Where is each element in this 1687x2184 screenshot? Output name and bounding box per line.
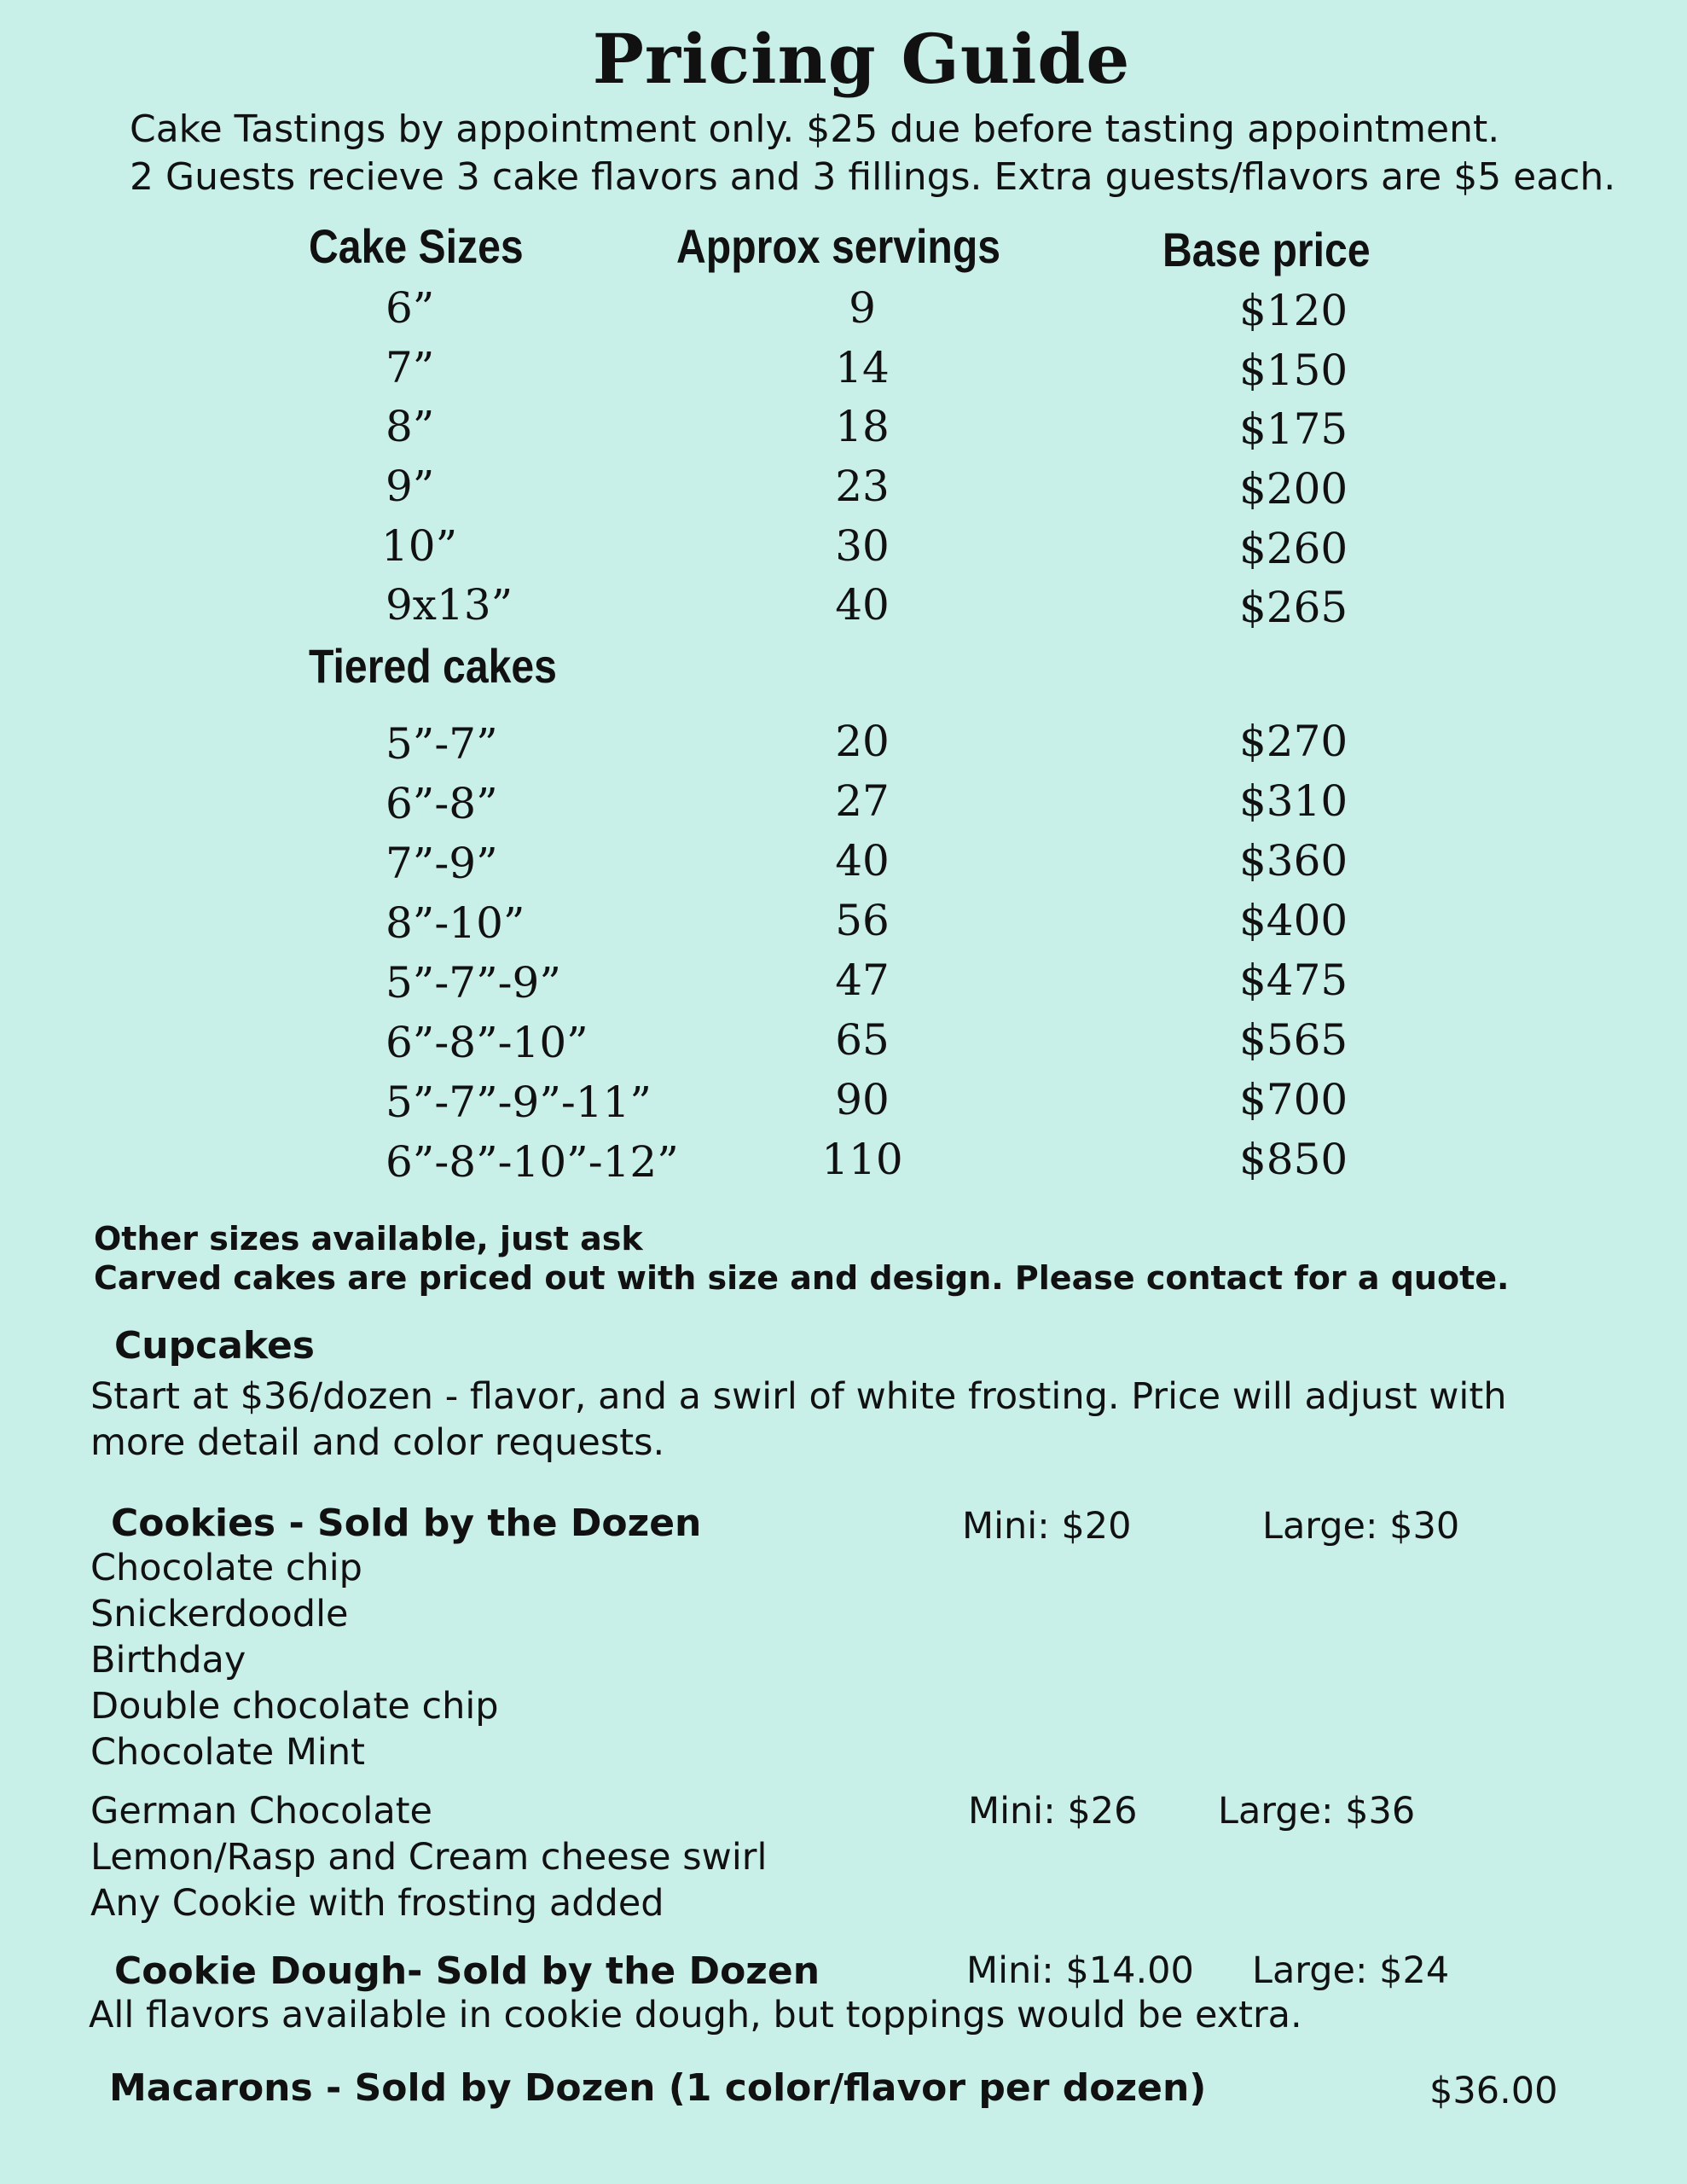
- tiered-row-price: $310: [1239, 776, 1348, 826]
- dough-large-price: Large: $24: [1252, 1949, 1450, 1992]
- note-other-sizes: Other sizes available, just ask: [94, 1220, 643, 1258]
- tiered-row-price: $360: [1239, 836, 1348, 886]
- tiered-row-price: $475: [1239, 956, 1348, 1005]
- row-price: $120: [1239, 286, 1348, 335]
- row-price: $260: [1239, 524, 1348, 573]
- row-size: 9x13”: [386, 580, 513, 630]
- row-price: $150: [1239, 346, 1348, 395]
- tiered-row-size: 5”-7”: [386, 719, 498, 769]
- tiered-row-size: 7”-9”: [386, 839, 498, 888]
- row-price: $265: [1239, 583, 1348, 632]
- row-price: $200: [1239, 464, 1348, 514]
- cupcakes-line-1: Start at $36/dozen - flavor, and a swirl of white frosting. Price will adjust with: [90, 1375, 1507, 1418]
- cookie-premium-item: Lemon/Rasp and Cream cheese swirl: [90, 1836, 768, 1879]
- cookies-mini-price: Mini: $20: [962, 1505, 1132, 1548]
- cookie-item: Double chocolate chip: [90, 1685, 499, 1728]
- header-tiered-cakes: Tiered cakes: [309, 639, 557, 693]
- cookie-premium-item: German Chocolate: [90, 1790, 433, 1833]
- macarons-heading: Macarons - Sold by Dozen (1 color/flavor per dozen): [109, 2066, 1207, 2110]
- tiered-row-size: 5”-7”-9”: [386, 958, 561, 1008]
- tiered-row-price: $700: [1239, 1075, 1348, 1124]
- tiered-row-size: 8”-10”: [386, 898, 525, 948]
- note-carved-cakes: Carved cakes are priced out with size and design. Please contact for a quote.: [94, 1259, 1510, 1297]
- page-title: Pricing Guide: [592, 19, 1131, 99]
- row-size: 8”: [386, 402, 435, 451]
- cupcakes-heading: Cupcakes: [114, 1324, 315, 1368]
- tiered-row-price: $270: [1239, 717, 1348, 766]
- tiered-row-price: $565: [1239, 1015, 1348, 1065]
- dough-heading: Cookie Dough- Sold by the Dozen: [114, 1949, 820, 1993]
- cookie-premium-item: Any Cookie with frosting added: [90, 1882, 664, 1925]
- cupcakes-line-2: more detail and color requests.: [90, 1421, 665, 1464]
- header-cake-sizes: Cake Sizes: [309, 219, 524, 273]
- tiered-row-price: $850: [1239, 1135, 1348, 1184]
- row-size: 10”: [381, 521, 458, 571]
- header-base-price: Base price: [1162, 223, 1371, 276]
- row-size: 9”: [386, 462, 435, 511]
- row-size: 6”: [386, 283, 435, 333]
- cookies-premium-mini-price: Mini: $26: [968, 1790, 1138, 1833]
- cookies-premium-large-price: Large: $36: [1218, 1790, 1416, 1833]
- cookie-item: Snickerdoodle: [90, 1593, 349, 1635]
- cookie-item: Chocolate Mint: [90, 1731, 365, 1774]
- tiered-row-size: 6”-8”: [386, 779, 498, 828]
- tiered-row-price: $400: [1239, 896, 1348, 945]
- tiered-row-size: 6”-8”-10”-12”: [386, 1137, 679, 1187]
- macarons-price: $36.00: [1429, 2070, 1558, 2112]
- cookie-item: Birthday: [90, 1639, 246, 1682]
- dough-line: All flavors available in cookie dough, but toppings would be extra.: [89, 1994, 1302, 2036]
- intro-line-1: Cake Tastings by appointment only. $25 due before tasting appointment.: [130, 107, 1500, 151]
- row-price: $175: [1239, 404, 1348, 454]
- cookie-item: Chocolate chip: [90, 1547, 362, 1589]
- dough-mini-price: Mini: $14.00: [966, 1949, 1194, 1992]
- tiered-row-size: 5”-7”-9”-11”: [386, 1077, 652, 1127]
- cookies-heading: Cookies - Sold by the Dozen: [111, 1502, 702, 1545]
- row-size: 7”: [386, 343, 435, 392]
- intro-line-2: 2 Guests recieve 3 cake flavors and 3 fillings. Extra guests/flavors are $5 each.: [130, 155, 1616, 199]
- tiered-row-size: 6”-8”-10”: [386, 1018, 588, 1067]
- cookies-large-price: Large: $30: [1262, 1505, 1460, 1548]
- header-approx-servings: Approx servings: [676, 219, 1001, 273]
